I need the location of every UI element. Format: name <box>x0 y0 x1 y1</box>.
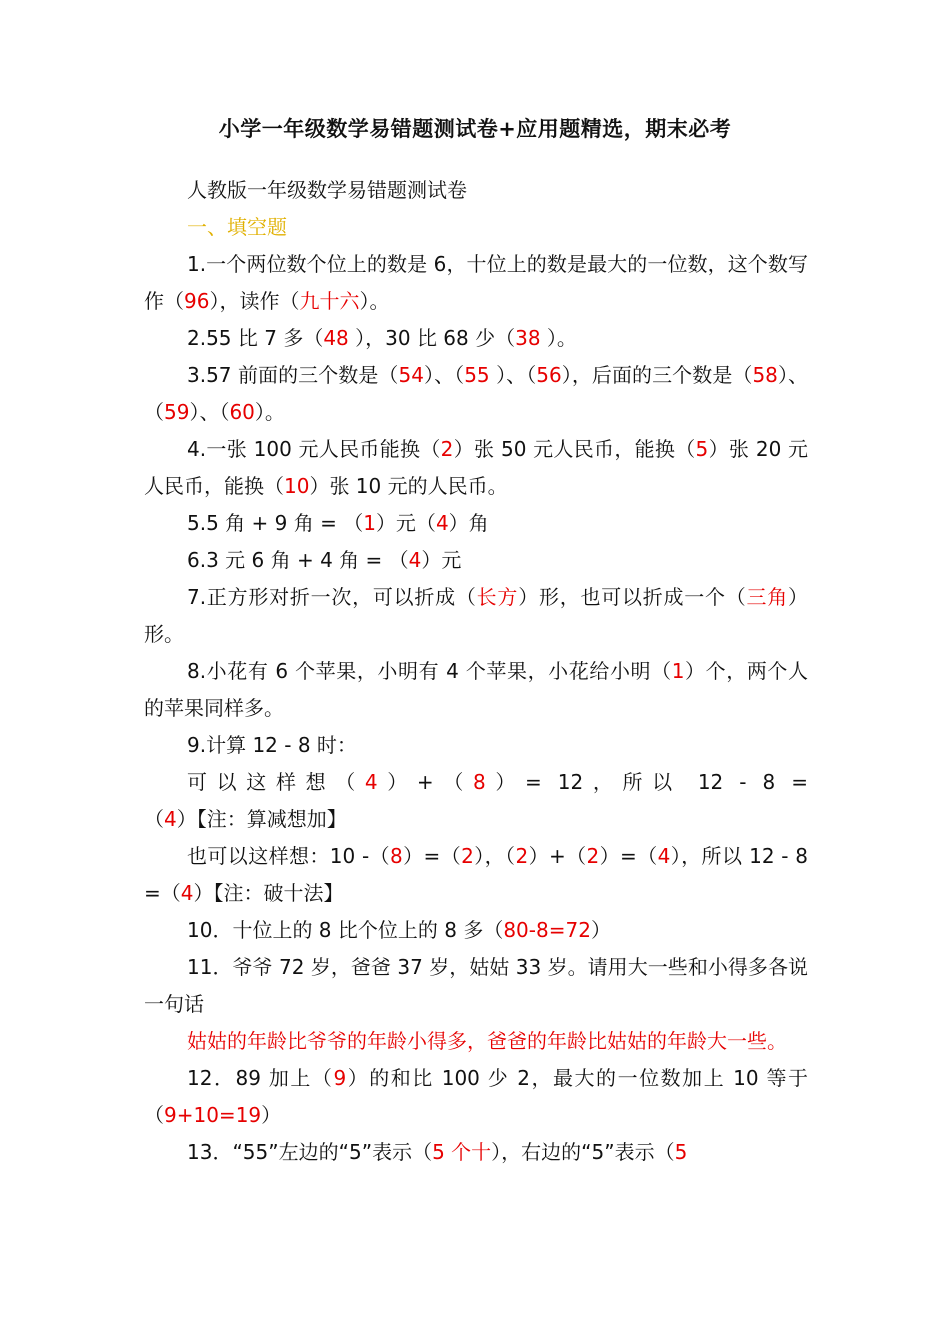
q4-text: ）张 10 元的人民币。 <box>309 474 508 498</box>
question-2 <box>144 320 808 357</box>
q10-answer: 80-8=72 <box>503 918 591 942</box>
q9-answer: 2 <box>515 844 529 868</box>
q12-answer: 9 <box>333 1066 347 1090</box>
q13-answer: 5 <box>674 1140 688 1164</box>
question-11-answer: 姑姑的年龄比爷爷的年龄小得多，爸爸的年龄比姑姑的年龄大一些。 <box>187 1029 787 1053</box>
q6-answer: 4 <box>408 548 422 572</box>
q12-text: ） <box>261 1103 282 1127</box>
q12-text: ）的和比 100 少 2，最大的一位数加上 10 等于（ <box>144 1066 808 1127</box>
question-9: 9.计算 12 - 8 时： <box>187 733 357 757</box>
q4-answer: 2 <box>440 437 454 461</box>
q4-answer: 10 <box>284 474 310 498</box>
q9-answer: 2 <box>586 844 600 868</box>
q3-answer: 56 <box>536 363 562 387</box>
q1-answer: 96 <box>184 289 210 313</box>
q7-text: 7.正方形对折一次，可以折成（ <box>187 585 477 609</box>
q5-text: 5.5 角 + 9 角 = （ <box>187 511 364 535</box>
q3-text: ）、（ <box>144 363 809 424</box>
q3-text: 3.57 前面的三个数是（ <box>187 363 399 387</box>
q4-text: ）张 50 元人民币，能换（ <box>453 437 696 461</box>
q13-text: ），右边的“5”表示（ <box>491 1140 675 1164</box>
subtitle: 人教版一年级数学易错题测试卷 <box>187 178 467 202</box>
q2-answer: 48 <box>323 326 349 350</box>
q9-answer: 8 <box>390 844 403 868</box>
q12-text: 12．89 加上（ <box>187 1066 334 1090</box>
question-7 <box>144 579 808 653</box>
q9-answer: 8 <box>472 770 486 794</box>
q3-answer: 58 <box>752 363 778 387</box>
question-9-line-2 <box>144 838 808 912</box>
question-4 <box>144 431 808 505</box>
question-5 <box>144 505 808 542</box>
q9-answer: 4 <box>364 770 378 794</box>
q2-answer: 38 <box>515 326 541 350</box>
q8-text: 8.小花有 6 个苹果，小明有 4 个苹果，小花给小明（ <box>187 659 672 683</box>
section-heading: 一、填空题 <box>187 215 287 239</box>
q7-text: ）形。 <box>144 585 809 646</box>
q9-text: 可以这样想（ <box>187 770 365 794</box>
q13-text: 13．“55”左边的“5”表示（ <box>187 1140 433 1164</box>
q4-answer: 5 <box>695 437 709 461</box>
q8-answer: 1 <box>671 659 685 683</box>
q9-text: ），所以 12 - 8 =（ <box>144 844 809 905</box>
question-6 <box>144 542 808 579</box>
q5-text: ）角 <box>448 511 489 535</box>
q3-answer: 60 <box>229 400 255 424</box>
document-title: 小学一年级数学易错题测试卷+应用题精选，期末必考 <box>218 117 732 141</box>
q9-text: ）+（ <box>377 770 473 794</box>
q3-answer: 59 <box>164 400 190 424</box>
q4-text: ）张 20 元人民币，能换（ <box>144 437 808 498</box>
q9-text: ）+（ <box>528 844 587 868</box>
q3-text: ）、（ <box>189 400 230 424</box>
q7-answer: 三角 <box>746 585 789 609</box>
q5-text: ）元（ <box>375 511 436 535</box>
q5-answer: 4 <box>435 511 449 535</box>
q1-text: ）。 <box>359 289 390 313</box>
question-10 <box>144 912 808 949</box>
q9-text: ）=（ <box>599 844 658 868</box>
q3-text: ）。 <box>254 400 285 424</box>
question-3 <box>144 357 808 431</box>
document-body <box>144 172 808 1171</box>
q1-text: 1.一个两位数个位上的数是 6，十位上的数是最大的一位数，这个数写作（ <box>144 252 808 313</box>
q9-text: ）=（ <box>402 844 462 868</box>
q9-answer: 2 <box>461 844 474 868</box>
q12-answer: 9+10=19 <box>164 1103 262 1127</box>
q3-answer: 54 <box>398 363 424 387</box>
q9-answer: 4 <box>164 807 177 831</box>
q3-answer: 55 <box>464 363 490 387</box>
q10-text: 10．十位上的 8 比个位上的 8 多（ <box>187 918 504 942</box>
question-12 <box>144 1060 808 1134</box>
q2-text: ）。 <box>540 326 577 350</box>
q6-text: ）元 <box>421 548 462 572</box>
q9-text: ），（ <box>473 844 516 868</box>
q9-text: 也可以这样想：10 -（ <box>187 844 391 868</box>
q3-text: ）、（ <box>489 363 537 387</box>
q5-answer: 1 <box>363 511 376 535</box>
q3-text: ），后面的三个数是（ <box>561 363 753 387</box>
q1-text: ），读作（ <box>209 289 300 313</box>
q3-text: ）、（ <box>423 363 465 387</box>
q7-text: ）形，也可以折成一个（ <box>518 585 747 609</box>
q2-text: ），30 比 68 少（ <box>348 326 516 350</box>
q9-answer: 4 <box>657 844 671 868</box>
question-8 <box>144 653 808 727</box>
q4-text: 4.一张 100 元人民币能换（ <box>187 437 441 461</box>
question-13 <box>144 1134 808 1171</box>
q9-text: ）【注：算减想加】 <box>176 807 347 831</box>
q7-answer: 长方 <box>476 585 519 609</box>
q10-text: ） <box>590 918 611 942</box>
q2-text: 2.55 比 7 多（ <box>187 326 324 350</box>
q8-text: ）个，两个人的苹果同样多。 <box>144 659 808 720</box>
q13-answer: 5 个十 <box>432 1140 492 1164</box>
question-11: 11．爷爷 72 岁，爸爸 37 岁，姑姑 33 岁。请用大一些和小得多各说一句话 <box>144 955 808 1016</box>
q9-text: ）= 12，所以 12 - 8 =（ <box>144 770 808 831</box>
question-1 <box>144 246 808 320</box>
q1-answer: 九十六 <box>299 289 360 313</box>
question-9-line-1 <box>144 764 808 838</box>
q9-text: ）【注：破十法】 <box>193 881 344 905</box>
q6-text: 6.3 元 6 角 + 4 角 = （ <box>187 548 409 572</box>
q9-answer: 4 <box>180 881 194 905</box>
